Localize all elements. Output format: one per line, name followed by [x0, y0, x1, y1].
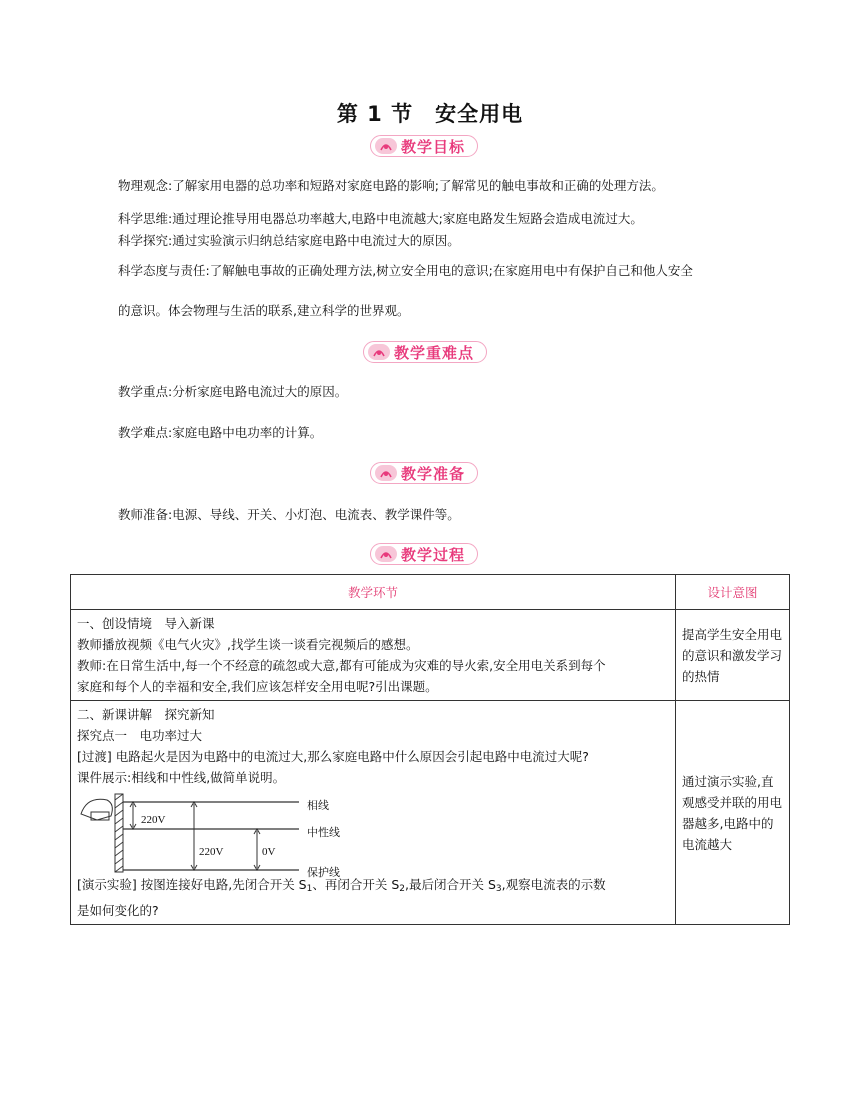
step-heading: 一、创设情境 导入新课 — [77, 616, 215, 631]
demo-part: [演示实验] 按图连接好电路,先闭合开关 S — [77, 877, 307, 892]
key-point-line: 教学重点:分析家庭电路电流过大的原因。 — [118, 384, 348, 399]
table-row — [71, 701, 790, 925]
wiring-figure — [77, 790, 377, 879]
objective-line: 科学思维:通过理论推导用电器总功率越大,电路中电流越大;家庭电路发生短路会造成电流过大。 — [118, 211, 643, 226]
leaf-icon — [368, 344, 390, 360]
objective-line: 物理观念:了解家用电器的总功率和短路对家庭电路的影响;了解常见的触电事故和正确的处理方法。 — [118, 178, 664, 193]
subscript: 2 — [399, 884, 405, 894]
step-text: [过渡] 电路起火是因为电路中的电流过大,那么家庭电路中什么原因会引起电路中电流过大呢? — [77, 749, 589, 764]
subscript: 1 — [306, 884, 313, 894]
key-point-line: 教学难点:家庭电路中电功率的计算。 — [118, 425, 323, 440]
leaf-icon — [375, 546, 397, 562]
leaf-icon — [375, 465, 397, 481]
step-heading: 二、新课讲解 探究新知 — [77, 707, 215, 722]
objective-line: 的意识。体会物理与生活的联系,建立科学的世界观。 — [118, 303, 410, 318]
table-row — [71, 610, 790, 701]
page-title: 第 1 节 安全用电 — [336, 102, 524, 126]
header-cell: 教学环节 — [71, 575, 676, 610]
table-header-row — [71, 575, 790, 610]
section-title: 教学准备 — [401, 464, 466, 483]
subscript: 3 — [495, 884, 502, 894]
preparation-line: 教师准备:电源、导线、开关、小灯泡、电流表、教学课件等。 — [118, 507, 460, 522]
section-badge-process — [370, 543, 478, 565]
neutral-wire-label: 中性线 — [307, 826, 340, 839]
intent-cell: 通过演示实验,直观感受并联的用电器越多,电路中的电流越大 — [676, 701, 790, 925]
demo-part: ,最后闭合开关 S — [405, 877, 496, 892]
step-text: 课件展示:相线和中性线,做简单说明。 — [77, 770, 286, 785]
section-title: 教学过程 — [401, 545, 466, 564]
intent-cell: 提高学生安全用电的意识和激发学习的热情 — [676, 610, 790, 701]
section-badge-objectives — [370, 135, 478, 157]
step-text: 家庭和每个人的幸福和安全,我们应该怎样安全用电呢?引出课题。 — [77, 679, 438, 694]
leaf-icon — [375, 138, 397, 154]
step-subheading: 探究点一 电功率过大 — [77, 728, 203, 743]
step-cell — [71, 610, 676, 701]
section-title: 教学目标 — [401, 137, 466, 156]
voltage-label: 220V — [141, 814, 166, 826]
objective-line: 科学态度与责任:了解触电事故的正确处理方法,树立安全用电的意识;在家庭用电中有保护自己和他人安全 — [118, 263, 693, 278]
voltage-label: 220V — [199, 846, 224, 858]
live-wire-label: 相线 — [307, 799, 329, 812]
demo-text — [77, 874, 669, 900]
demo-part: 、再闭合开关 S — [312, 877, 400, 892]
section-badge-key-points — [363, 341, 487, 363]
step-cell — [71, 701, 676, 925]
process-table — [70, 574, 790, 925]
section-title: 教学重难点 — [394, 343, 475, 362]
step-text: 教师播放视频《电气火灾》,找学生谈一谈看完视频后的感想。 — [77, 637, 419, 652]
demo-text: 是如何变化的? — [77, 903, 159, 918]
step-text: 教师:在日常生活中,每一个不经意的疏忽或大意,都有可能成为灾难的导火索,安全用电关系到每个 — [77, 658, 606, 673]
header-cell: 设计意图 — [676, 575, 790, 610]
objective-line: 科学探究:通过实验演示归纳总结家庭电路中电流过大的原因。 — [118, 233, 460, 248]
demo-part: ,观察电流表的示数 — [501, 877, 606, 892]
section-badge-preparation — [370, 462, 478, 484]
voltage-label: 0V — [262, 846, 276, 858]
ground-wire-label: 保护线 — [307, 866, 340, 879]
